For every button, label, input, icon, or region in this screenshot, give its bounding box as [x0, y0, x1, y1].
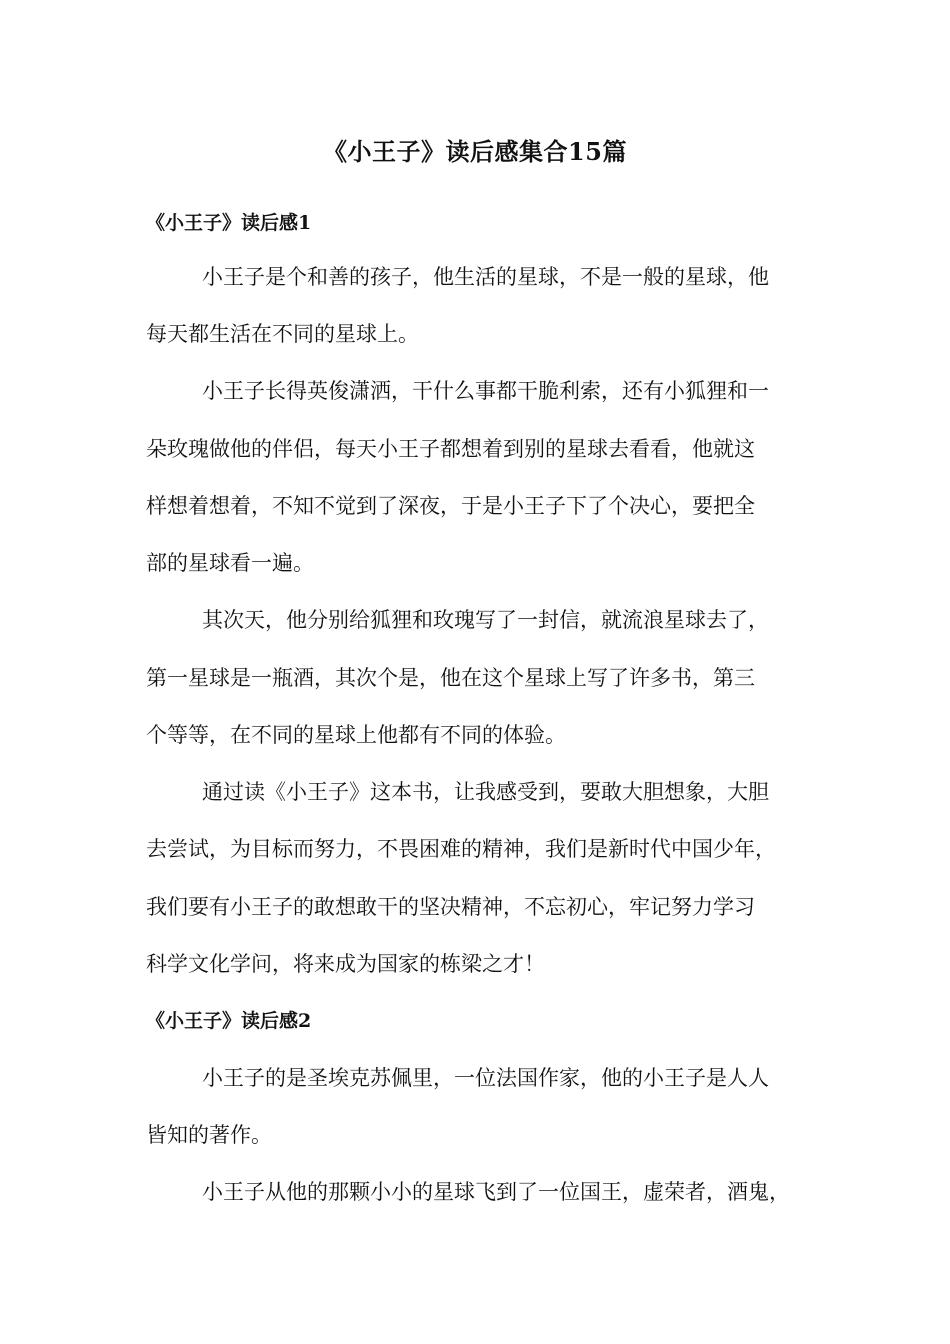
paragraph-line: 小王子从他的那颗小小的星球飞到了一位国王，虚荣者，酒鬼，	[202, 1180, 790, 1204]
paragraph-line: 部的星球看一遍。	[146, 551, 314, 575]
paragraph-line: 第一星球是一瓶酒，其次个是，他在这个星球上写了许多书，第三	[146, 666, 755, 690]
paragraph-line: 小王子的是圣埃克苏佩里，一位法国作家，他的小王子是人人	[202, 1066, 769, 1090]
paragraph-line: 小王子长得英俊潇洒，干什么事都干脆利索，还有小狐狸和一	[202, 379, 769, 403]
paragraph-line: 样想着想着，不知不觉到了深夜，于是小王子下了个决心，要把全	[146, 494, 755, 518]
paragraph-line: 其次天，他分别给狐狸和玫瑰写了一封信，就流浪星球去了，	[202, 608, 769, 632]
paragraph-line: 小王子是个和善的孩子，他生活的星球，不是一般的星球，他	[202, 265, 769, 289]
paragraph-line: 个等等，在不同的星球上他都有不同的体验。	[146, 723, 566, 747]
paragraph-line: 通过读《小王子》这本书，让我感受到，要敢大胆想象，大胆	[202, 780, 769, 804]
paragraph-line: 皆知的著作。	[146, 1123, 272, 1147]
section-heading: 《小王子》读后感1	[146, 212, 312, 234]
document-title: 《小王子》读后感集合15篇	[323, 137, 627, 166]
paragraph-line: 我们要有小王子的敢想敢干的坚决精神，不忘初心，牢记努力学习	[146, 895, 755, 919]
paragraph-line: 去尝试，为目标而努力，不畏困难的精神，我们是新时代中国少年，	[146, 837, 776, 861]
section-heading: 《小王子》读后感2	[146, 1010, 312, 1032]
paragraph-line: 朵玫瑰做他的伴侣，每天小王子都想着到别的星球去看看，他就这	[146, 437, 755, 461]
paragraph-line: 每天都生活在不同的星球上。	[146, 322, 419, 346]
paragraph-line: 科学文化学问，将来成为国家的栋梁之才！	[146, 952, 545, 976]
